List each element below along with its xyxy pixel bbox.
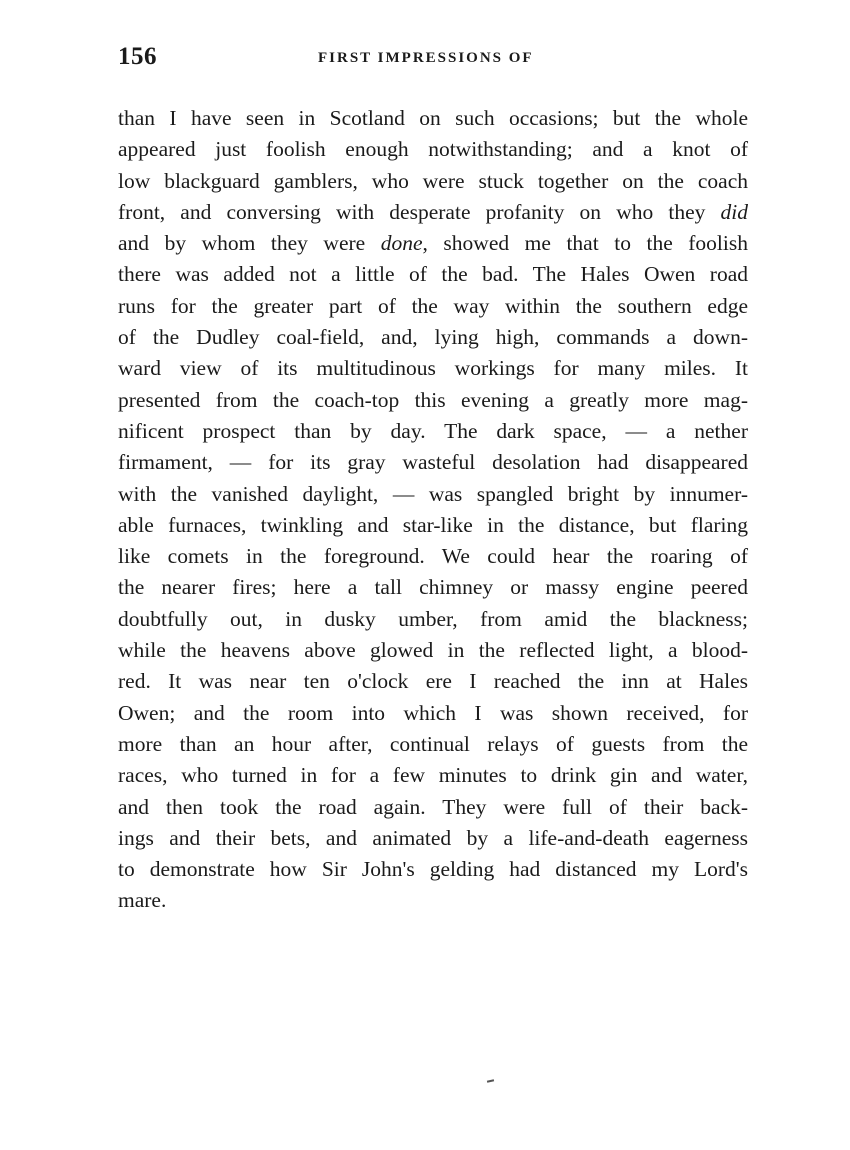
text-segment: than I have seen in Scotland on such occasions; but the whole xyxy=(118,106,748,130)
text-line xyxy=(118,885,748,916)
text-line xyxy=(118,760,748,791)
text-segment: and by whom they were xyxy=(118,231,381,256)
text-segment: of the Dudley coal-field, and, lying high, commands a down- xyxy=(118,325,748,350)
text-segment: while the heavens above glowed in the reflected light, a blood- xyxy=(118,638,748,663)
text-segment: with the vanished daylight, — was spangled bright by innumer- xyxy=(118,481,748,506)
text-line xyxy=(118,416,748,447)
text-segment: nificent prospect than by day. The dark space, — a nether xyxy=(118,418,748,443)
italic-word: did xyxy=(720,199,748,224)
text-segment: ings and their bets, and animated by a life-and-death eagerness xyxy=(118,825,748,850)
text-line xyxy=(118,479,748,510)
text-line xyxy=(118,447,748,478)
text-line xyxy=(118,228,748,259)
text-line xyxy=(118,604,748,635)
text-segment: front, and conversing with desperate profanity on who they xyxy=(118,199,721,224)
text-segment: doubtfully out, in dusky umber, from amid the blackness; xyxy=(118,606,748,631)
text-segment: and then took the road again. They were full of their back- xyxy=(118,794,748,819)
text-line xyxy=(118,259,748,290)
text-segment: Owen; and the room into which I was shown received, for xyxy=(118,700,748,725)
text-segment: low blackguard gamblers, who were stuck together on the coach xyxy=(118,168,748,193)
text-line xyxy=(118,291,748,322)
text-segment: to demonstrate how Sir John's gelding had distanced my Lord's xyxy=(118,857,748,882)
text-line xyxy=(118,729,748,760)
running-title: FIRST IMPRESSIONS OF xyxy=(318,50,534,66)
text-segment: firmament, — for its gray wasteful desolation had disappeared xyxy=(118,450,748,475)
printing-speck xyxy=(487,1079,494,1082)
text-segment: there was added not a little of the bad. The Hales Owen road xyxy=(118,262,748,287)
text-segment: ward view of its multitudinous workings for many miles. It xyxy=(118,356,748,381)
text-segment: the nearer fires; here a tall chimney or massy engine peered xyxy=(118,575,748,600)
running-head xyxy=(118,40,748,74)
text-segment: like comets in the foreground. We could hear the roaring of xyxy=(118,544,748,569)
italic-word: done xyxy=(380,231,423,256)
text-line xyxy=(118,103,748,134)
text-line xyxy=(118,792,748,823)
text-segment: appeared just foolish enough notwithstanding; and a knot of xyxy=(118,137,748,162)
text-segment: able furnaces, twinkling and star-like in the distance, but flaring xyxy=(118,512,748,537)
text-segment: runs for the greater part of the way within the southern edge xyxy=(118,293,748,318)
text-segment: presented from the coach-top this evening a greatly more mag- xyxy=(118,387,748,412)
text-line xyxy=(118,541,748,572)
text-line xyxy=(118,197,748,228)
text-segment: , showed me that to the foolish xyxy=(422,231,748,256)
text-line xyxy=(118,635,748,666)
body-text xyxy=(118,103,748,917)
text-segment: mare. xyxy=(118,888,167,913)
text-line xyxy=(118,854,748,885)
text-line xyxy=(118,510,748,541)
text-segment: races, who turned in for a few minutes to drink gin and water, xyxy=(118,763,748,788)
text-line xyxy=(118,572,748,603)
text-segment: red. It was near ten o'clock ere I reached the inn at Hales xyxy=(118,669,748,694)
text-line xyxy=(118,385,748,416)
text-line xyxy=(118,166,748,197)
text-segment: more than an hour after, continual relays of guests from the xyxy=(118,731,748,756)
text-line xyxy=(118,666,748,697)
text-line xyxy=(118,322,748,353)
text-line xyxy=(118,698,748,729)
text-line xyxy=(118,134,748,165)
page-number: 156 xyxy=(118,43,157,70)
text-line xyxy=(118,823,748,854)
text-line xyxy=(118,353,748,384)
